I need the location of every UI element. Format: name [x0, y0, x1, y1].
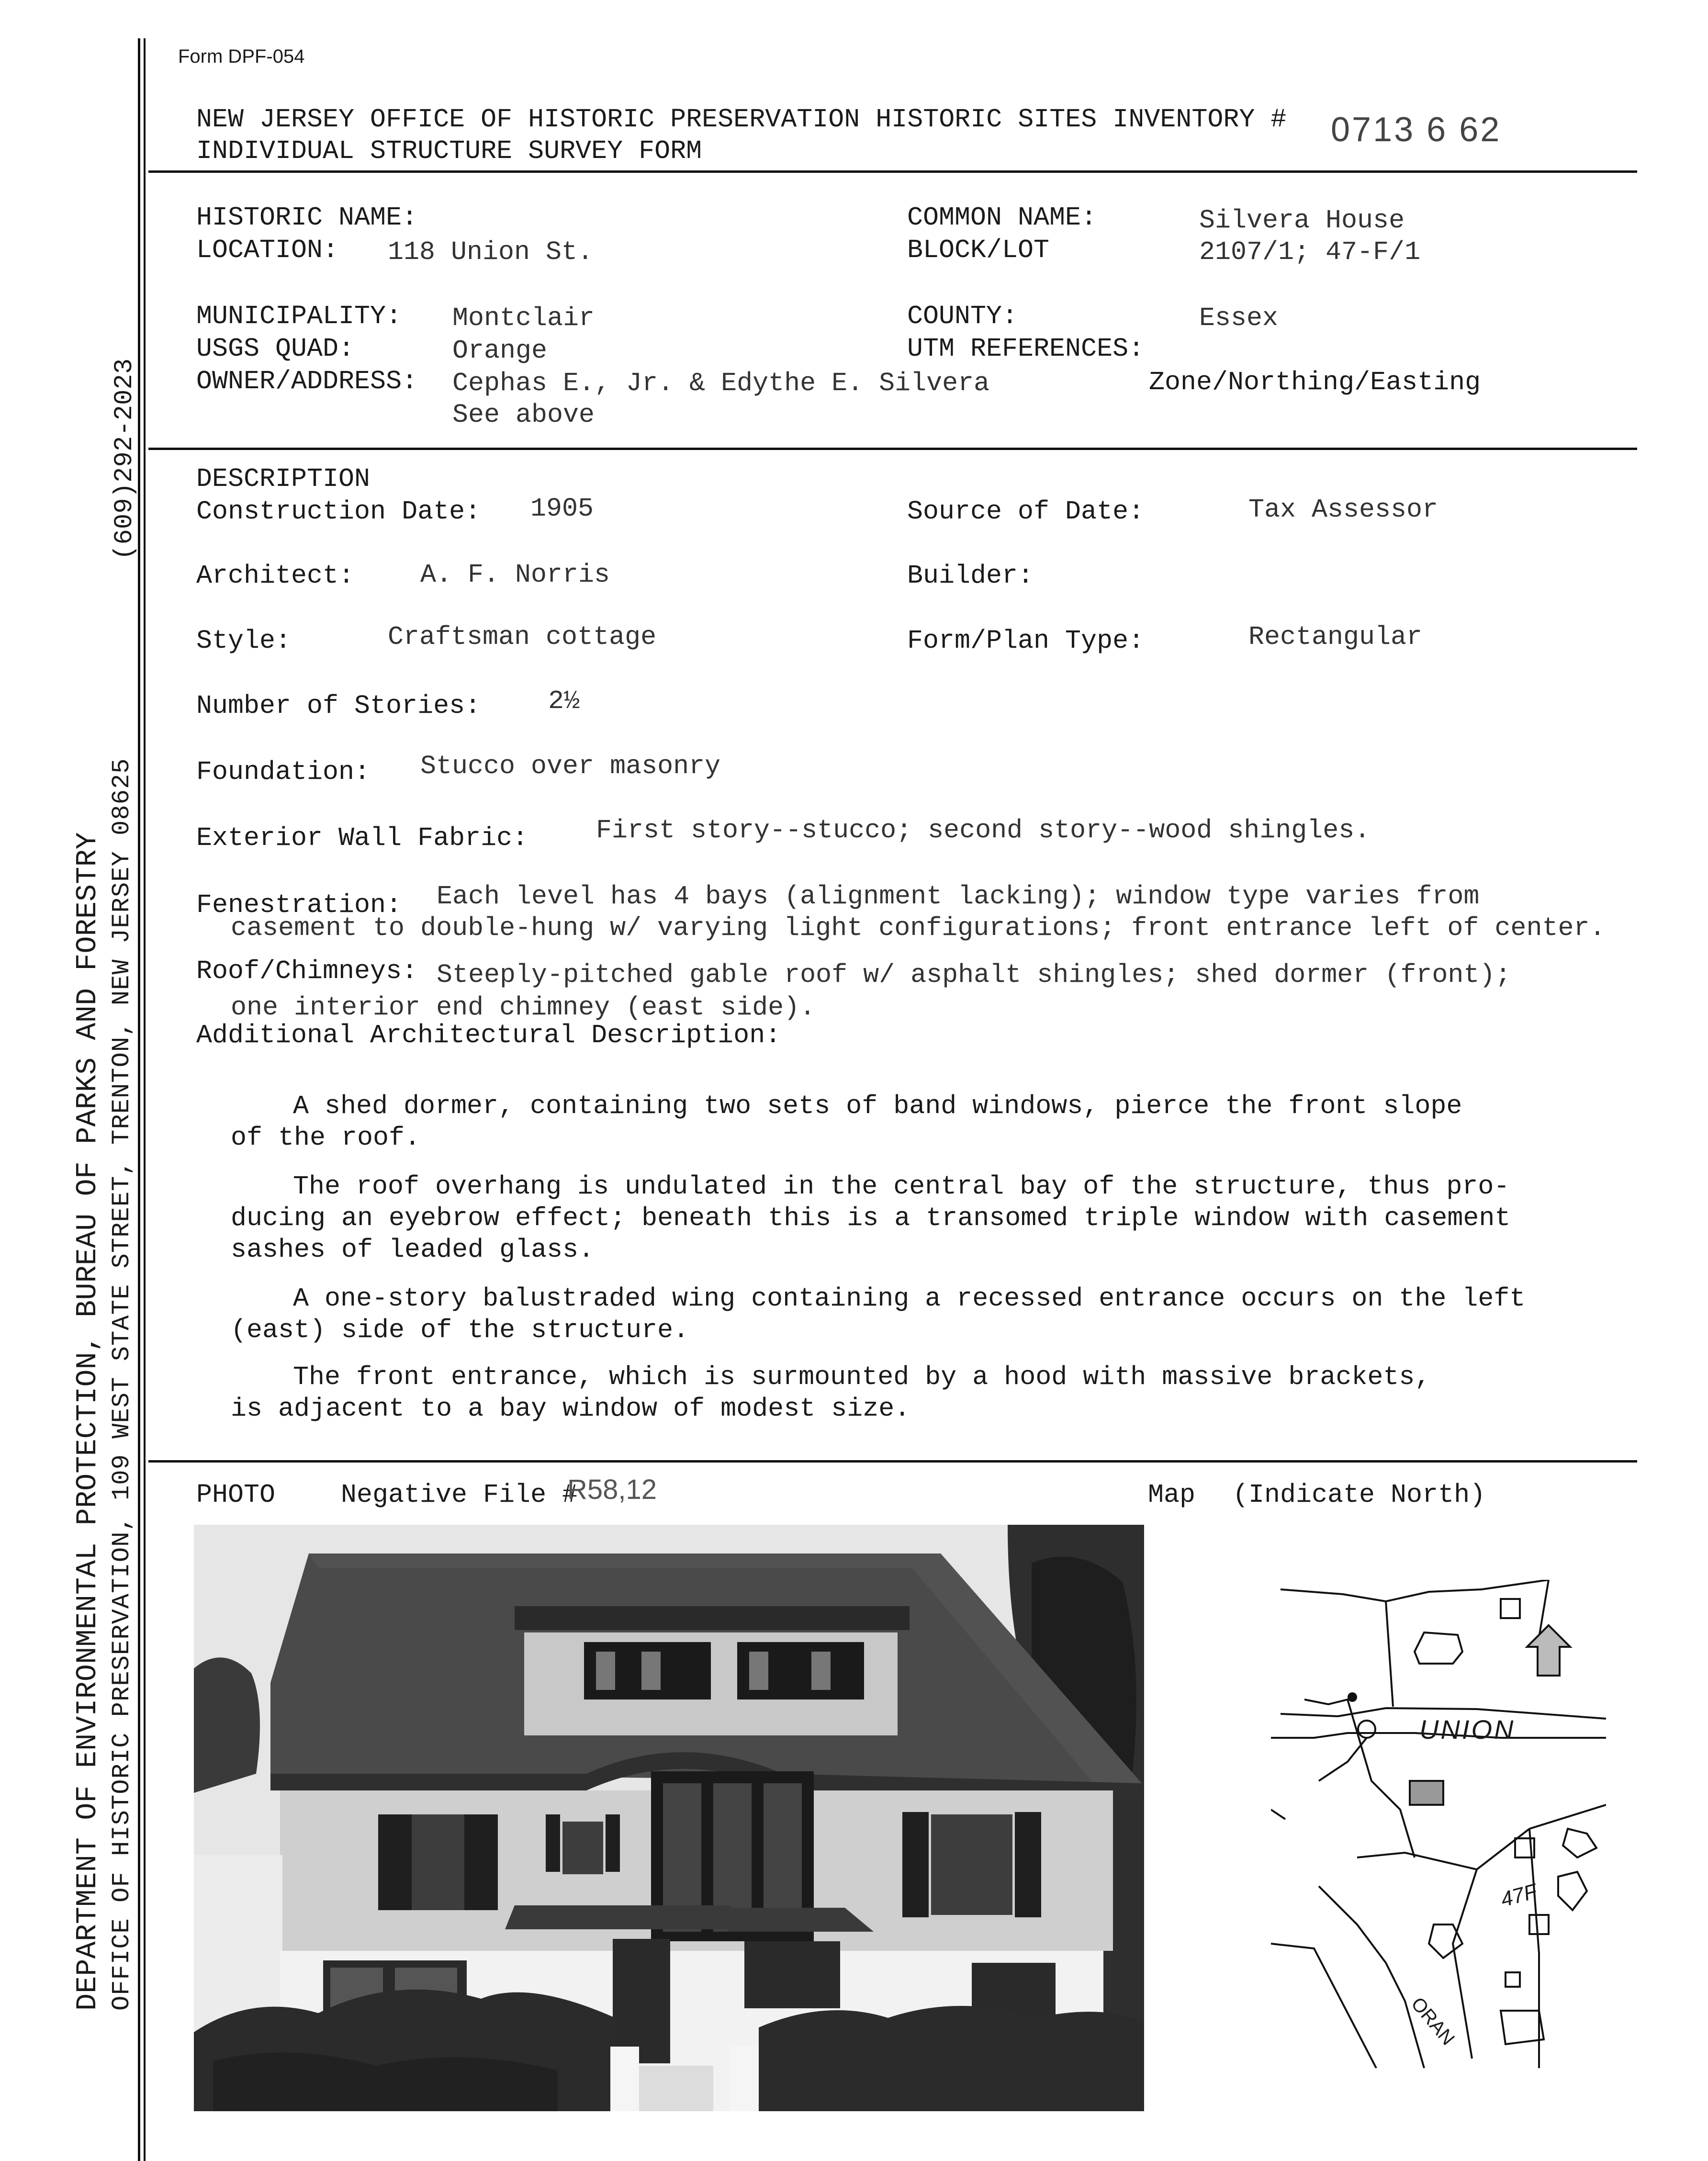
header-title: NEW JERSEY OFFICE OF HISTORIC PRESERVATION HISTORIC SITES INVENTORY #	[196, 104, 1287, 135]
county-value: Essex	[1199, 303, 1279, 333]
construction-date-label: Construction Date:	[196, 496, 481, 527]
paragraph-1-line-1: A shed dormer, containing two sets of band windows, pierce the front slope	[293, 1091, 1462, 1121]
common-name-label: COMMON NAME:	[907, 203, 1097, 233]
description-heading: DESCRIPTION	[196, 464, 371, 494]
form-plan-value: Rectangular	[1248, 622, 1423, 652]
map-label: Map	[1148, 1480, 1196, 1510]
sidebar-phone: (609)292-2023	[110, 358, 139, 560]
foundation-label: Foundation:	[196, 757, 371, 787]
fenestration-value-2: casement to double-hung w/ varying light configurations; front entrance left of center.	[231, 913, 1606, 943]
usgs-label: USGS QUAD:	[196, 334, 355, 364]
block-lot-label: BLOCK/LOT	[907, 235, 1050, 265]
form-plan-label: Form/Plan Type:	[907, 626, 1145, 656]
photo-label: PHOTO	[196, 1480, 276, 1510]
historic-name-label: HISTORIC NAME:	[196, 203, 418, 233]
common-name-value: Silvera House	[1199, 205, 1405, 236]
fenestration-value-1: Each level has 4 bays (alignment lacking); window type varies from	[437, 881, 1480, 912]
roof-label: Roof/Chimneys:	[196, 956, 418, 986]
municipality-value: Montclair	[452, 303, 595, 333]
sidebar-department: DEPARTMENT OF ENVIRONMENTAL PROTECTION, BUREAU OF PARKS AND FORESTRY	[72, 832, 104, 2011]
paragraph-4-line-1: The front entrance, which is surmounted by a hood with massive brackets,	[293, 1362, 1431, 1392]
paragraph-1-line-2: of the roof.	[231, 1123, 421, 1153]
location-map	[1271, 1580, 1606, 2068]
house-photo	[194, 1525, 1144, 2111]
construction-date-value: 1905	[530, 494, 594, 524]
map-street-union: UNION	[1419, 1714, 1516, 1745]
owner-label: OWNER/ADDRESS:	[196, 366, 418, 396]
foundation-value: Stucco over masonry	[420, 751, 721, 781]
paragraph-3-line-2: (east) side of the structure.	[231, 1315, 689, 1345]
source-value: Tax Assessor	[1248, 495, 1438, 525]
map-lot-label: 47F	[1498, 1880, 1539, 1912]
style-label: Style:	[196, 626, 292, 656]
paragraph-3-line-1: A one-story balustraded wing containing a recessed entrance occurs on the left	[293, 1283, 1526, 1314]
utm-columns: Zone/Northing/Easting	[1149, 367, 1481, 397]
block-lot-value: 2107/1; 47-F/1	[1199, 237, 1421, 267]
form-number: Form DPF-054	[178, 46, 305, 67]
paragraph-4-line-2: is adjacent to a bay window of modest size.	[231, 1394, 910, 1424]
section-divider-2	[148, 1460, 1637, 1463]
header-subtitle: INDIVIDUAL STRUCTURE SURVEY FORM	[196, 136, 702, 166]
additional-description-label: Additional Architectural Description:	[196, 1020, 781, 1050]
wall-fabric-label: Exterior Wall Fabric:	[196, 823, 528, 853]
paragraph-2-line-3: sashes of leaded glass.	[231, 1235, 595, 1265]
left-rule-2	[144, 38, 146, 2161]
roof-value-1: Steeply-pitched gable roof w/ asphalt shingles; shed dormer (front);	[437, 960, 1511, 990]
stories-label: Number of Stories:	[196, 691, 481, 721]
fenestration-label: Fenestration:	[196, 890, 402, 920]
negative-file-label: Negative File #	[341, 1480, 578, 1510]
architect-label: Architect:	[196, 561, 355, 591]
inventory-number: 0713 6 62	[1331, 111, 1502, 149]
source-label: Source of Date:	[907, 496, 1145, 527]
builder-label: Builder:	[907, 561, 1034, 591]
utm-label: UTM REFERENCES:	[907, 334, 1145, 364]
county-label: COUNTY:	[907, 301, 1018, 331]
location-value: 118 Union St.	[388, 237, 594, 267]
municipality-label: MUNICIPALITY:	[196, 301, 402, 331]
map-street-orange: ORAN	[1407, 1993, 1459, 2049]
roof-value-2: one interior end chimney (east side).	[231, 992, 816, 1023]
left-rule-1	[138, 38, 140, 2161]
wall-fabric-value: First story--stucco; second story--wood shingles.	[596, 815, 1371, 845]
negative-file-number: R58,12	[567, 1474, 657, 1505]
owner-value: Cephas E., Jr. & Edythe E. Silvera	[452, 368, 990, 398]
sidebar-office: OFFICE OF HISTORIC PRESERVATION, 109 WEST STATE STREET, TRENTON, NEW JERSEY 08625	[108, 758, 136, 2011]
usgs-value: Orange	[452, 336, 548, 366]
map-north-note: (Indicate North)	[1233, 1480, 1486, 1510]
header-divider	[148, 170, 1637, 173]
section-divider-1	[148, 448, 1637, 450]
location-label: LOCATION:	[196, 235, 339, 265]
owner-address-value: See above	[452, 400, 595, 430]
paragraph-2-line-1: The roof overhang is undulated in the central bay of the structure, thus pro-	[293, 1171, 1510, 1202]
stories-value: 2½	[548, 686, 580, 716]
architect-value: A. F. Norris	[420, 560, 610, 590]
style-value: Craftsman cottage	[388, 622, 657, 652]
paragraph-2-line-2: ducing an eyebrow effect; beneath this is a transomed triple window with casement	[231, 1203, 1511, 1233]
